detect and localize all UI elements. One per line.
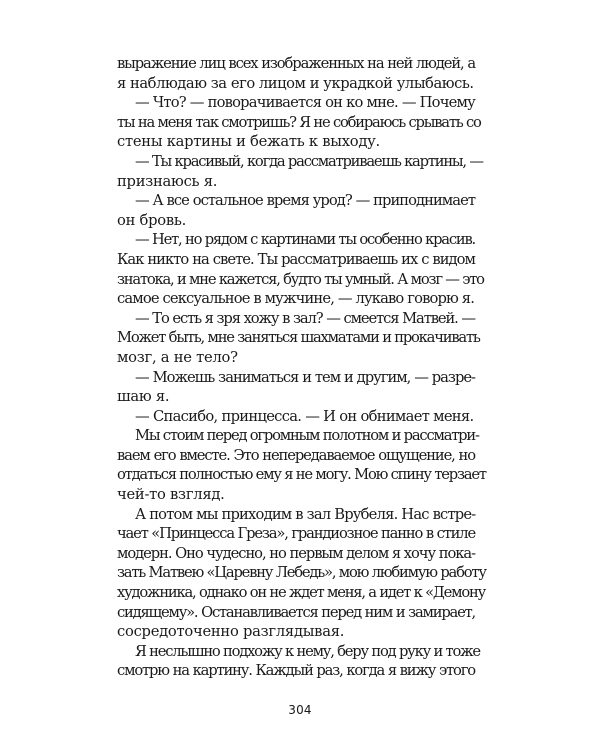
- text-line: Я неслышно подхожу к нему, беру под руку и тоже: [135, 642, 480, 660]
- text-line: отдаться полностью ему я не могу. Мою спину терзает: [117, 466, 486, 484]
- text-line: он бровь.: [117, 211, 187, 229]
- text-line: знатока, и мне кажется, будто ты умный. А мозг — это: [117, 270, 484, 288]
- text-line: выражение лиц всех изображенных на ней людей, а: [117, 55, 475, 72]
- text-line: — Ты красивый, когда рассматриваешь картины, —: [135, 152, 483, 170]
- text-line: — То есть я зря хожу в зал? — смеется Матвей. —: [135, 309, 475, 327]
- text-line: смотрю на картину. Каждый раз, когда я вижу этого: [117, 662, 475, 680]
- text-line: шаю я.: [117, 388, 170, 406]
- text-line: чей-то взгляд.: [117, 486, 225, 504]
- text-line: Как никто на свете. Ты рассматриваешь их с видом: [117, 250, 475, 268]
- page-body-text: [117, 54, 486, 681]
- text-line: зать Матвею «Царевну Лебедь», мою любимую работу: [117, 564, 486, 582]
- text-line: модерн. Оно чудесно, но первым делом я хочу пока-: [117, 544, 475, 562]
- text-line: чает «Принцесса Греза», грандиозное панно в стиле: [117, 525, 475, 543]
- text-line: — Спасибо, принцесса. — И он обнимает меня.: [135, 407, 474, 425]
- text-line: Мы стоим перед огромным полотном и рассматри-: [135, 427, 479, 445]
- text-line: самое сексуальное в мужчине, — лукаво говорю я.: [117, 290, 475, 308]
- text-line: сидящему». Останавливается перед ним и замирает,: [117, 603, 475, 621]
- text-line: — А все остальное время урод? — приподнимает: [135, 192, 475, 210]
- text-line: признаюсь я.: [117, 172, 218, 190]
- text-line: ты на меня так смотришь? Я не собираюсь срывать со: [117, 113, 481, 131]
- text-line: сосредоточенно разглядывая.: [117, 623, 345, 641]
- text-line: — Что? — поворачивается он ко мне. — Почему: [135, 94, 475, 112]
- text-line: ваем его вместе. Это непередаваемое ощущение, но: [117, 446, 475, 464]
- text-line: — Можешь заниматься и тем и другим, — разре-: [135, 368, 475, 386]
- page-number: 304: [288, 703, 312, 717]
- text-line: А потом мы приходим в зал Врубеля. Нас встре-: [135, 505, 476, 523]
- text-line: мозг, а не тело?: [117, 348, 238, 366]
- text-line: художника, однако он не ждет меня, а идет к «Демону: [117, 584, 486, 602]
- text-line: Может быть, мне заняться шахматами и прокачивать: [117, 329, 480, 347]
- text-line: — Нет, но рядом с картинами ты особенно красив.: [135, 231, 475, 249]
- text-line: я наблюдаю за его лицом и украдкой улыбаюсь.: [117, 74, 474, 92]
- text-line: стены картины и бежать к выходу.: [117, 133, 380, 151]
